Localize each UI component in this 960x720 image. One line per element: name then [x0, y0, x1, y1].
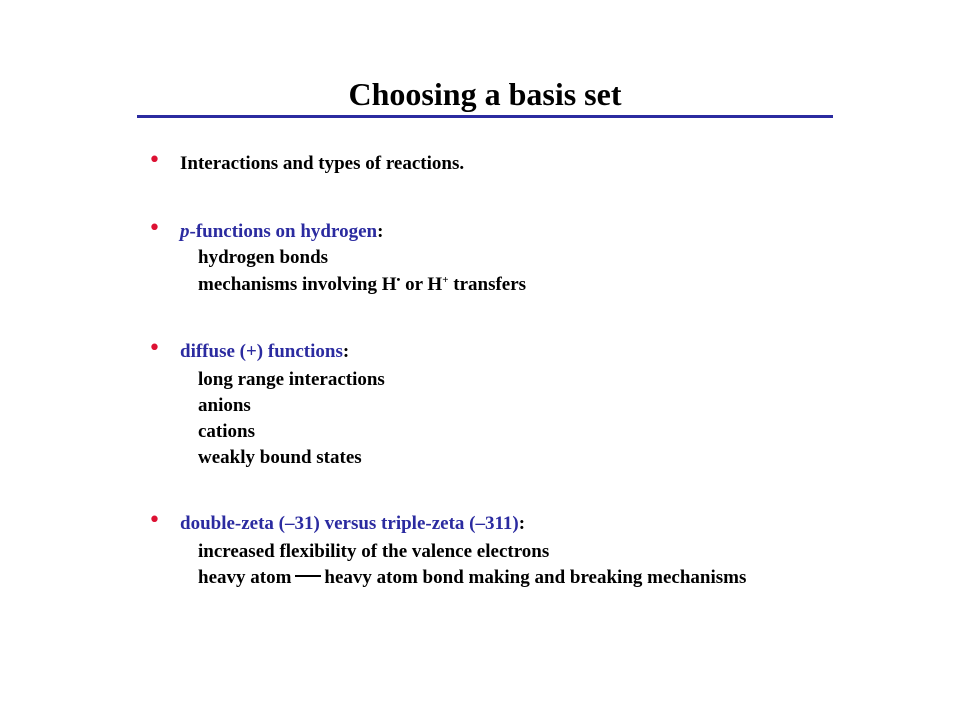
bond-dash-icon: [295, 575, 321, 577]
sub-item-mechanisms: mechanisms involving H• or H+ transfers: [198, 274, 527, 295]
bullet-icon: •: [148, 336, 161, 361]
heading-colon: :: [377, 221, 384, 242]
sub-item-text: transfers: [453, 274, 527, 295]
radical-dot: •: [396, 274, 401, 286]
sub-item-heavy-atom: [198, 566, 746, 590]
bullet-icon: •: [148, 216, 161, 241]
heading-text: diffuse (+) functions: [180, 341, 343, 362]
sub-item-cations: cations: [198, 421, 255, 442]
heading-text: Interactions and types of reactions.: [180, 153, 465, 174]
section-heading-interactions: [180, 152, 464, 176]
sub-item-text: heavy atom bond making and breaking mechanisms: [324, 567, 747, 588]
section-heading-p-functions: [180, 220, 383, 244]
heading-colon: :: [342, 341, 350, 362]
sub-item-long-range: long range interactions: [198, 369, 385, 390]
slide-title: Choosing a basis set: [348, 76, 622, 112]
sub-item-text: heavy atom: [198, 567, 292, 588]
title-underline: [137, 115, 833, 118]
heading-colon: :: [518, 513, 526, 534]
sub-item-hydrogen-bonds: hydrogen bonds: [198, 247, 329, 268]
sub-item-weakly-bound: weakly bound states: [198, 447, 362, 468]
heading-text: double-zeta (–31) versus triple-zeta (–311): [180, 513, 519, 534]
sub-item-anions: anions: [198, 395, 251, 416]
bullet-icon: •: [148, 148, 161, 173]
heading-italic-p: p: [180, 221, 190, 242]
bullet-icon: •: [148, 508, 161, 533]
sub-item-flexibility: increased flexibility of the valence electrons: [198, 541, 550, 562]
section-heading-zeta: [180, 512, 525, 536]
heading-text: -functions on hydrogen: [189, 221, 378, 242]
section-heading-diffuse: [180, 340, 349, 364]
sub-item-text: mechanisms involving H: [198, 274, 397, 295]
plus-charge: +: [442, 274, 449, 286]
